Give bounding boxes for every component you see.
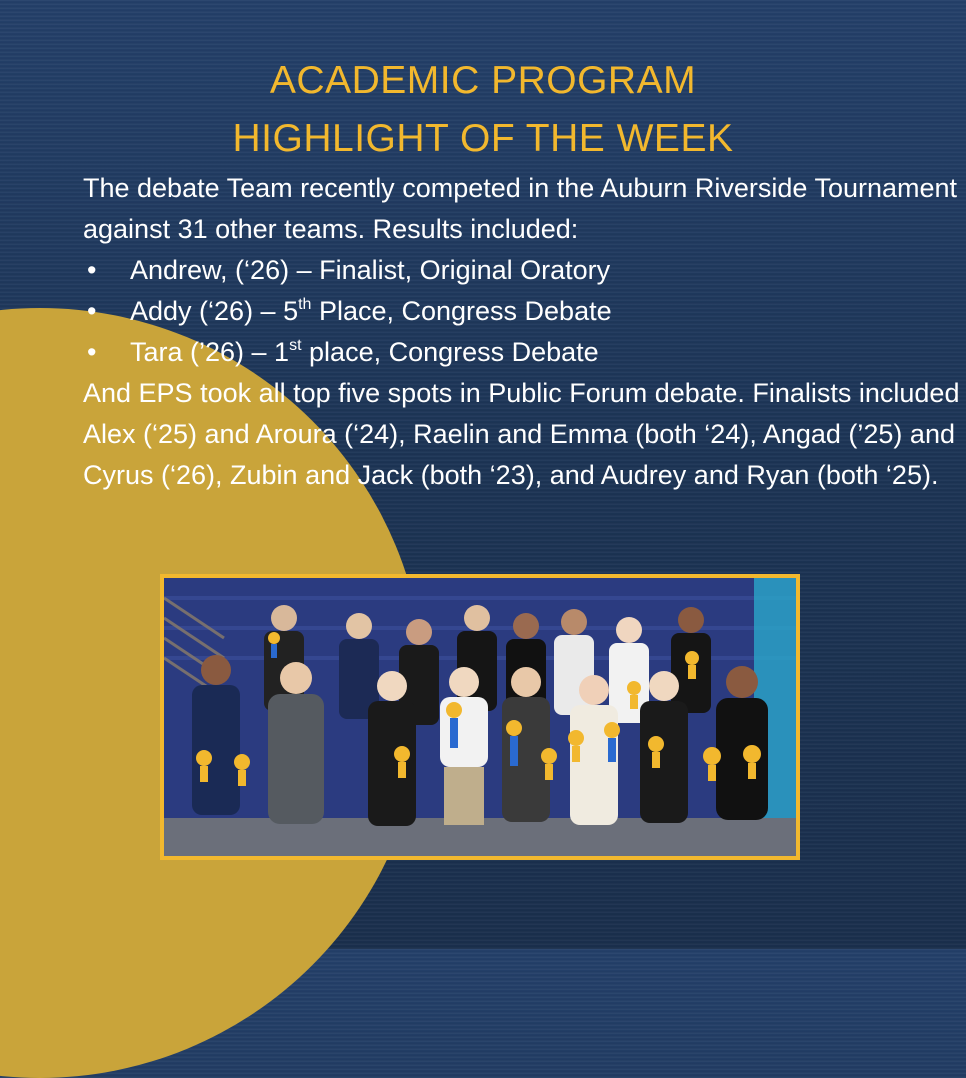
team-photo: [160, 574, 800, 860]
result-item: • Andrew, (‘26) – Finalist, Original Oratory: [83, 250, 963, 291]
title-line-1: ACADEMIC PROGRAM: [269, 59, 697, 102]
page-title: [0, 52, 966, 168]
closing-paragraph: And EPS took all top five spots in Public Forum debate. Finalists included Alex (‘25) and Aroura (‘24), Raelin and Emma (both ‘24), Angad (’25) and Cyrus (‘26), Zubin and Jack (both ‘23), and Audrey and Ryan (both ‘25).: [83, 378, 960, 490]
results-list: [83, 250, 963, 373]
team-photo-illustration: [164, 578, 796, 856]
result-item: • Addy (‘26) – 5th Place, Congress Debate: [83, 291, 963, 332]
title-line-2: HIGHLIGHT OF THE WEEK: [232, 117, 734, 160]
article-body: [83, 168, 963, 496]
result-item: • Tara (’26) – 1st place, Congress Debate: [83, 332, 963, 373]
intro-paragraph: The debate Team recently competed in the Auburn Riverside Tournament against 31 other teams. Results included:: [83, 173, 958, 244]
